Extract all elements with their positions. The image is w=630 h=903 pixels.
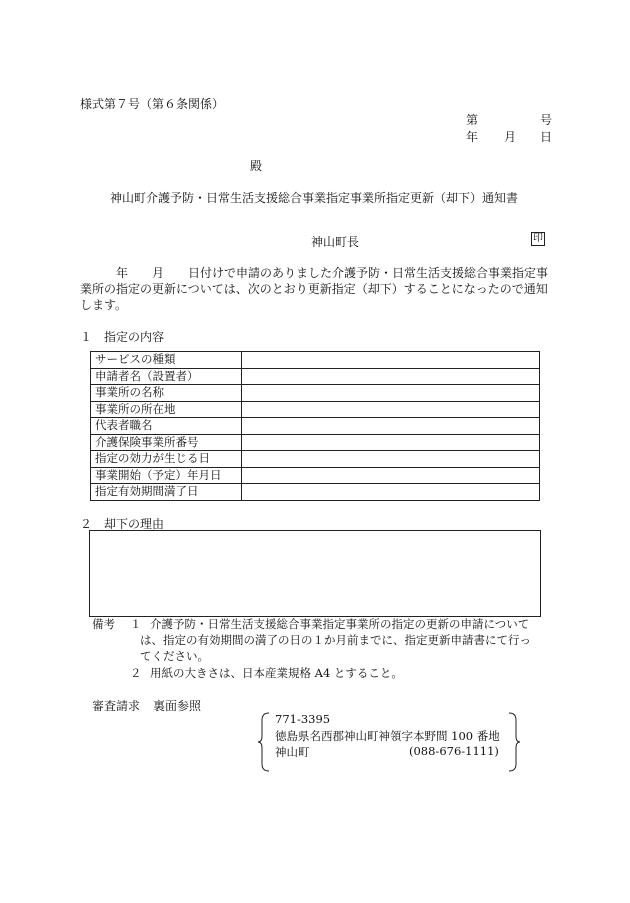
row-label: 指定有効期間満了日: [91, 484, 242, 501]
note1-line-2: は、指定の有効期間の満了の日の１か月前までに、指定更新申請書にて行っ: [140, 633, 531, 647]
row-value: [242, 418, 540, 435]
doc-no-go: 号: [540, 113, 553, 127]
row-value: [242, 352, 540, 369]
contact-org: 神山町: [275, 745, 310, 759]
body-line-1: 年 月 日付けで申請のありました介護予防・日常生活支援総合事業指定事: [116, 266, 549, 280]
note1-number: １: [130, 617, 142, 631]
contact-postal: 771-3395: [275, 712, 331, 726]
left-brace-icon: [257, 712, 271, 772]
row-label: 代表者職名: [91, 418, 242, 435]
issuer-name: 神山町長: [311, 235, 360, 249]
notes-label: 備考: [92, 617, 115, 631]
row-label: 介護保険事業所番号: [91, 434, 242, 451]
table-row: [91, 352, 540, 369]
row-value: [242, 451, 540, 468]
table-row: [91, 401, 540, 418]
designation-table: [90, 351, 540, 501]
appeal-label: 審査請求: [92, 699, 141, 713]
section1-heading: １ 指定の内容: [80, 330, 165, 344]
date-month: 月: [504, 130, 517, 144]
contact-address: 徳島県名西郡神山町神領字本野間 100 番地: [275, 729, 500, 743]
row-label: 事業開始（予定）年月日: [91, 467, 242, 484]
row-value: [242, 368, 540, 385]
note2-number: ２: [130, 666, 142, 680]
table-row: [91, 451, 540, 468]
table-row: [91, 434, 540, 451]
note2-text: 用紙の大きさは、日本産業規格 A4 とすること。: [150, 666, 403, 680]
body-line-2: 業所の指定の更新については、次のとおり更新指定（却下）することになったので通知: [80, 282, 548, 296]
row-label: 申請者名（設置者）: [91, 368, 242, 385]
note1-line-3: てください。: [140, 649, 209, 663]
seal-mark: 印: [533, 233, 543, 244]
addressee-suffix: 殿: [250, 159, 263, 173]
right-brace-icon: [507, 712, 521, 772]
form-number: 様式第７号（第６条関係）: [80, 97, 225, 111]
row-label: サービスの種類: [91, 352, 242, 369]
table-row: [91, 385, 540, 402]
row-value: [242, 385, 540, 402]
doc-no-dai: 第: [466, 113, 479, 127]
row-value: [242, 434, 540, 451]
contact-phone: (088-676-1111): [409, 744, 499, 758]
table-row: [91, 467, 540, 484]
appeal-ref: 裏面参照: [153, 699, 202, 713]
date-year: 年: [466, 130, 479, 144]
date-day: 日: [540, 130, 553, 144]
row-value: [242, 484, 540, 501]
note1-line-1: 介護予防・日常生活支援総合事業指定事業所の指定の更新の申請について: [150, 617, 530, 631]
table-row: [91, 418, 540, 435]
section2-heading: ２ 却下の理由: [80, 517, 165, 531]
body-line-3: します。: [80, 298, 128, 312]
row-value: [242, 467, 540, 484]
document-title: 神山町介護予防・日常生活支援総合事業指定事業所指定更新（却下）通知書: [110, 191, 519, 205]
table-row: [91, 484, 540, 501]
row-label: 指定の効力が生じる日: [91, 451, 242, 468]
row-label: 事業所の所在地: [91, 401, 242, 418]
row-value: [242, 401, 540, 418]
rejection-reason-box: [89, 530, 541, 617]
table-row: [91, 368, 540, 385]
row-label: 事業所の名称: [91, 385, 242, 402]
